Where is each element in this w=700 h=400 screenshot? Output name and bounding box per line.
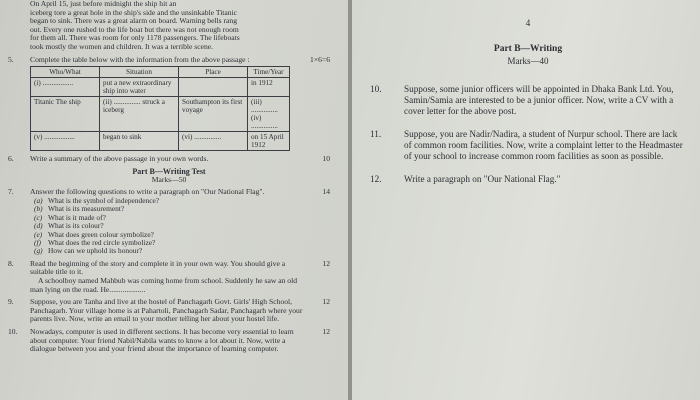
question-text: Complete the table below with the information from the above passage :	[30, 54, 250, 64]
item-text: What is its colour?	[48, 221, 104, 231]
table-row	[31, 78, 290, 97]
question-number: 9.	[8, 297, 14, 307]
question-number: 10.	[8, 326, 18, 336]
question-12-paragraph	[370, 174, 686, 185]
section-heading: Part B—Writing Test	[132, 166, 206, 176]
passage-line: for them all. There was room for only 1178 passengers. The lifeboats	[30, 33, 240, 43]
table-header-row	[31, 67, 290, 78]
question-marks: 10	[322, 154, 330, 164]
table-header-cell: Situation	[100, 67, 179, 78]
table-row	[31, 132, 290, 151]
table-row	[31, 97, 290, 132]
table-cell: (vi) ...............	[179, 132, 248, 151]
table-cell: began to sink	[100, 132, 179, 151]
table-header-cell: Time/Year	[248, 67, 290, 78]
item-text: What is the symbol of independence?	[48, 195, 160, 205]
table-cell: Titanic The ship	[31, 97, 100, 132]
table-header-cell: Place	[179, 67, 248, 78]
page-number: 4	[525, 18, 531, 28]
question-text: Answer the following questions to write a paragraph on "Our National Flag".	[30, 187, 265, 197]
table-cell: (iii) ............... (iv) ...............	[248, 97, 290, 132]
question-5	[8, 56, 330, 65]
table-header-cell: Who/What	[31, 67, 100, 78]
table-cell: Southampton its first voyage	[179, 97, 248, 132]
section-marks: Marks—50	[151, 174, 187, 184]
passage-line: On April 15, just before midnight the ship hit an	[30, 0, 177, 8]
table-cell: (ii) ............... struck a iceberg	[100, 97, 179, 132]
question-marks: 12	[322, 297, 330, 307]
info-table	[30, 66, 290, 151]
question-marks: 12	[322, 326, 330, 336]
question-number: 6.	[8, 154, 14, 164]
item-letter: (e)	[34, 229, 43, 239]
table-cell: (v) .................	[31, 132, 100, 151]
passage-line: iceberg tore a great hole in the ship's side and the unsinkable Titanic	[30, 7, 238, 17]
question-text: Nowadays, computer is used in different sections. It has become very essential to learn about computer. Your friend Nabil/Nabila wants to know a lot about it. Now, write a dialogue between you and your friend about the importance of learning computer.	[30, 326, 294, 354]
question-11-complaint	[370, 129, 686, 162]
passage	[8, 0, 330, 52]
question-text: Write a summary of the above passage in your own words.	[30, 154, 209, 164]
item-letter: (g)	[34, 246, 43, 256]
item-letter: (b)	[34, 204, 43, 214]
table-cell: in 1912	[248, 78, 290, 97]
question-number: 5.	[8, 54, 14, 64]
question-text: Write a paragraph on "Our National Flag."	[404, 174, 561, 184]
item-letter: (a)	[34, 195, 43, 205]
question-text: Suppose, you are Tanha and live at the hostel of Panchagarh Govt. Girls' High School, Panchagarh. Your village home is at Pahartoli, Panchagarh Sadar, Panchagarh where your parents live. Now, write an email to your mother telling her about your hostel life.	[30, 297, 303, 324]
item-text: What is its measurement?	[48, 204, 125, 214]
right-exam-page	[352, 0, 700, 400]
question-8	[8, 260, 330, 294]
passage-line: began to sink. There was a great alarm on board. Warning bells rang	[30, 16, 238, 26]
item-text: How can we uphold its honour?	[48, 246, 143, 256]
question-10	[8, 328, 330, 354]
question-9	[8, 298, 330, 324]
question-number: 11.	[370, 129, 382, 139]
question-number: 12.	[370, 174, 382, 184]
table-cell: put a new extraordinary ship into water	[100, 78, 179, 97]
question-7-subitems	[8, 197, 330, 256]
table-cell: (i) .................	[31, 78, 100, 97]
section-marks: Marks—40	[507, 56, 549, 66]
question-number: 10.	[370, 84, 382, 94]
item-letter: (d)	[34, 221, 43, 231]
question-6	[8, 155, 330, 164]
question-text: Read the beginning of the story and complete it in your own way. You should give a suitable title to it.	[30, 258, 286, 277]
item-text: What does the red circle symbolize?	[48, 237, 156, 247]
question-marks: 1×6=6	[310, 54, 330, 64]
question-marks: 12	[322, 258, 330, 268]
passage-line: out. Every one rushed to the life boat but there was not enough room	[30, 24, 239, 34]
item-text: What does green colour symbolize?	[48, 229, 154, 239]
question-text: Suppose, some junior officers will be appointed in Dhaka Bank Ltd. You, Samin/Samia are interested to be a junior officer. Now, write a CV with a cover letter for the above post.	[404, 84, 674, 116]
section-heading: Part B—Writing	[493, 44, 563, 54]
left-exam-page	[0, 0, 348, 400]
item-letter: (c)	[34, 212, 43, 222]
item-letter: (f)	[34, 237, 41, 247]
list-item	[34, 247, 330, 255]
item-text: What is it made of?	[48, 212, 106, 222]
question-number: 8.	[8, 258, 14, 268]
question-10-cv	[370, 84, 686, 117]
question-text: Suppose, you are Nadir/Nadira, a student of Nurpur school. There are lack of common room facilities. Now, write a complaint letter to the Headmaster of your school to increase common room facilities as soon as possible.	[404, 129, 683, 161]
table-cell	[179, 78, 248, 97]
question-number: 7.	[8, 187, 14, 197]
story-beginning: A schoolboy named Mahbub was coming home from school. Suddenly he saw an old man lying on the road. He...................	[30, 275, 297, 294]
question-marks: 14	[322, 187, 330, 197]
table-cell: on 15 April 1912	[248, 132, 290, 151]
passage-line: took mostly the women and children. It was a terrible scene.	[30, 41, 214, 51]
